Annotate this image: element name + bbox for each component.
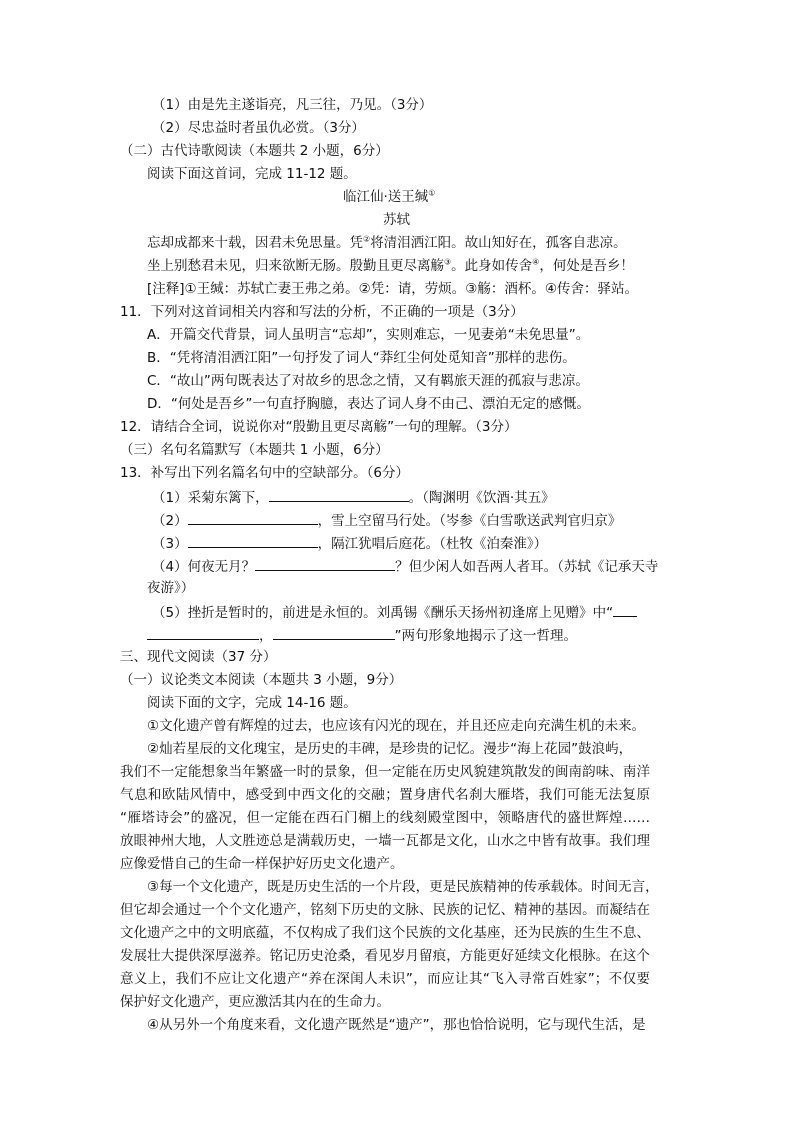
answer-blank[interactable]: [255, 556, 395, 571]
fill-item-2: （2） ，雪上空留马行处。（岑参《白雪歌送武判官归京》: [152, 510, 621, 530]
paragraph-4-line: ④从另外一个角度来看，文化遗产既然是“遗产”，那也恰恰说明，它与现代生活，是: [147, 1017, 646, 1033]
poem-title: 临江仙·送王缄①: [343, 188, 436, 205]
paragraph-3-line: 文化遗产之中的文明底蕴，不仅构成了我们这个民族的文化基座，还为民族的生生不息、: [120, 925, 650, 941]
answer-blank[interactable]: [269, 487, 409, 502]
answer-blank[interactable]: [188, 533, 318, 548]
section-heading-poetry: （二）古代诗歌阅读（本题共 2 小题，6分）: [120, 143, 389, 159]
answer-blank[interactable]: [613, 602, 637, 617]
paragraph-3-line: ③每一个文化遗产，既是历史生活的一个片段，更是民族精神的传承载体。时间无言，: [147, 879, 659, 895]
paragraph-2-line: 放眼神州大地，人文胜迹总是满载历史，一墙一瓦都是文化，山水之中皆有故事。我们理: [120, 833, 650, 849]
instruction-text-2: 阅读下面的文字，完成 14-16 题。: [147, 695, 357, 711]
answer-blank[interactable]: [147, 625, 259, 640]
poem-author: 苏轼: [383, 212, 410, 228]
section-heading-modern: 三、现代文阅读（37 分）: [120, 649, 277, 665]
poem-notes: [注释]①王缄：苏轼亡妻王弗之弟。②凭：请，劳烦。③觞：酒杯。④传舍：驿站。: [147, 281, 638, 297]
question-12: 12．请结合全词，说说你对“殷勤且更尽离觞”一句的理解。（3分）: [120, 419, 518, 435]
option-a: A．开篇交代背景，词人虽明言“忘却”，实则难忘，一见妻弟“未免思量”。: [147, 327, 590, 343]
paragraph-3-line: 保护好文化遗产，更应激活其内在的生命力。: [120, 994, 390, 1010]
fill-item-3: （3） ，隔江犹唱后庭花。（杜牧《泊秦淮》）: [152, 533, 547, 553]
poem-line-2: 坐上别愁君未见，归来欲断无肠。殷勤且更尽离觞③。此身如传舍④，何处是吾乡！: [147, 257, 634, 274]
option-c: C．“故山”两句既表达了对故乡的思念之情，又有羁旅天涯的孤寂与悲凉。: [147, 373, 589, 389]
option-b: B．“凭将清泪洒江阳”一句抒发了词人“莽红尘何处觅知音”那样的悲伤。: [147, 350, 576, 366]
instruction-text: 阅读下面这首词，完成 11-12 题。: [147, 166, 357, 182]
section-heading-recitation: （三）名句名篇默写（本题共 1 小题，6分）: [120, 442, 389, 458]
answer-item-1: （1）由是先主遂诣亮，凡三往，乃见。（3分）: [152, 97, 433, 113]
option-d: D．“何处是吾乡”一句直抒胸臆，表达了词人身不由己、漂泊无定的感慨。: [147, 396, 590, 412]
paragraph-2-line: 应像爱惜自己的生命一样保护好历史文化遗产。: [120, 856, 404, 872]
paragraph-1: ①文化遗产曾有辉煌的过去，也应该有闪光的现在，并且还应走向充满生机的未来。: [147, 718, 646, 734]
paragraph-3-line: 意义上，我们不应让文化遗产“养在深闺人未识”，而应让其“飞入寻常百姓家”；不仅要: [120, 971, 650, 987]
section-heading-argument: （一）议论类文本阅读（本题共 3 小题，9分）: [120, 672, 403, 688]
paragraph-3-line: 发展壮大提供深厚滋养。铭记历史沧桑，看见岁月留痕，方能更好延续文化根脉。在这个: [120, 948, 650, 964]
paragraph-2-line: 气息和欧陆风情中，感受到中西文化的交融；置身唐代名刹大雁塔，我们可能无法复原: [120, 787, 650, 803]
paragraph-2-line: “雁塔诗会”的盛况，但一定能在西石门楣上的线刻殿堂图中，领略唐代的盛世辉煌……: [120, 810, 650, 826]
fill-item-1: （1）采菊东篱下， 。（陶渊明《饮酒·其五》: [152, 487, 555, 507]
fill-item-4-cont: 夜游》）: [147, 580, 195, 596]
poem-line-1: 忘却成都来十载，因君未免思量。凭②将清泪洒江阳。故山知好在，孤客自悲凉。: [147, 234, 627, 251]
question-11: 11．下列对这首词相关内容和写法的分析，不正确的一项是（3分）: [120, 304, 524, 320]
answer-blank[interactable]: [273, 625, 395, 640]
question-13: 13．补写出下列名篇名句中的空缺部分。（6分）: [120, 465, 410, 481]
paragraph-2-line: ②灿若星辰的文化瑰宝，是历史的丰碑，是珍贵的记忆。漫步“海上花园”鼓浪屿，: [147, 741, 633, 757]
fill-item-5-cont: ， ”两句形象地揭示了这一哲理。: [147, 625, 577, 645]
answer-blank[interactable]: [188, 510, 318, 525]
answer-item-2: （2）尽忠益时者虽仇必赏。（3分）: [152, 120, 365, 136]
paragraph-2-line: 我们不一定能想象当年繁盛一时的景象，但一定能在历史风貌建筑散发的闽南韵味、南洋: [120, 764, 650, 780]
fill-item-4: （4）何夜无月？ ？但少闲人如吾两人者耳。（苏轼《记承天寺: [152, 556, 658, 576]
fill-item-5: （5）挫折是暂时的，前进是永恒的。刘禹锡《酬乐天扬州初逢席上见赠》中“: [152, 602, 637, 622]
paragraph-3-line: 但它却会通过一个个文化遗产，铭刻下历史的文脉、民族的记忆、精神的基因。而凝结在: [120, 902, 650, 918]
